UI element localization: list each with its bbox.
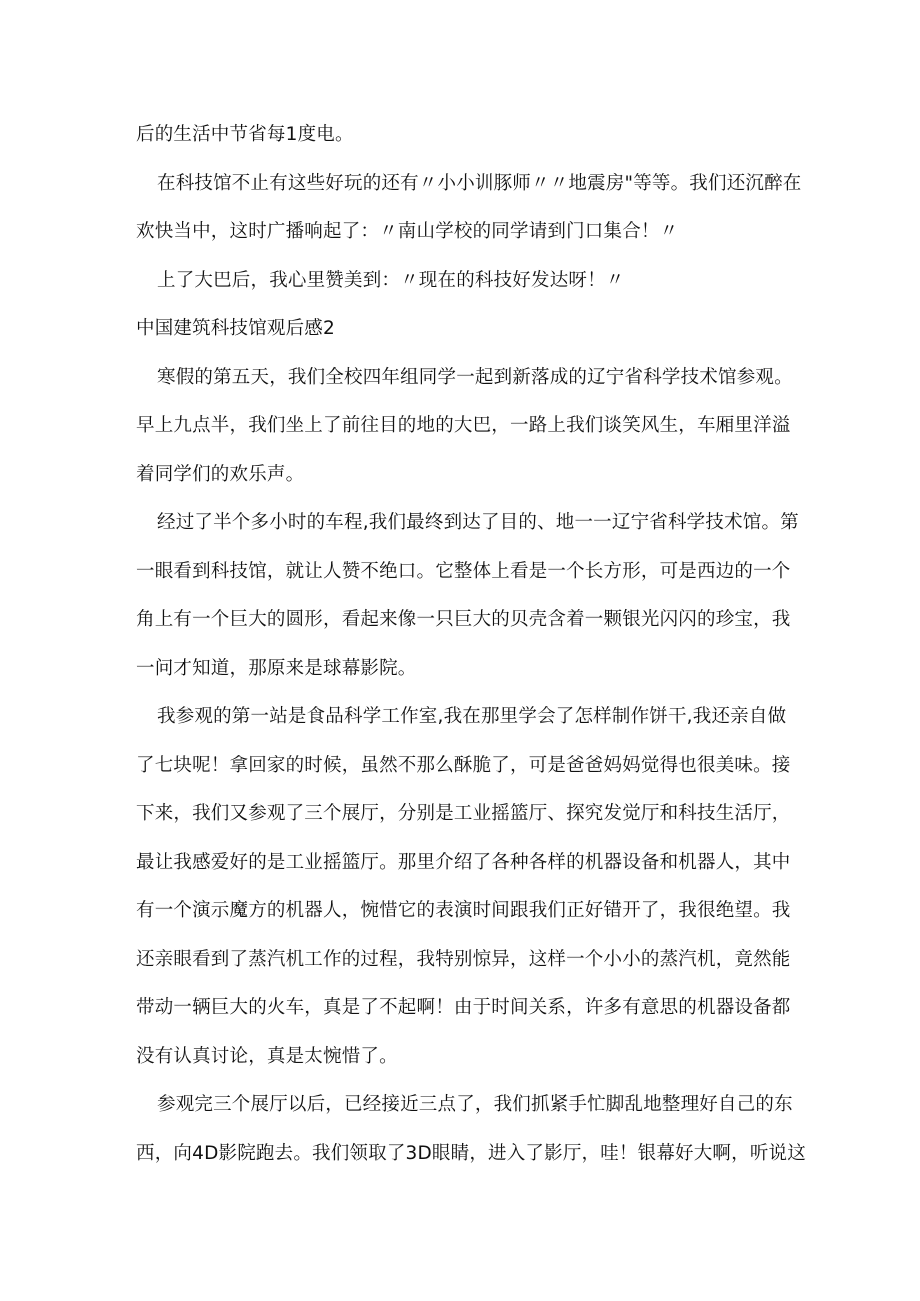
text-line: 着同学们的欢乐声。 <box>136 464 305 485</box>
text-line: 带动一辆巨大的火车，真是了不起啊！由于时间关系，许多有意思的机器设备都 <box>136 997 791 1018</box>
text-line: 西，向4D影院跑去。我们领取了3D眼睛，进入了影厅，哇！银幕好大啊，听说这 <box>136 1143 806 1164</box>
section-heading: 中国建筑科技馆观后感2 <box>136 318 335 339</box>
text-line: 经过了半个多小时的车程,我们最终到达了目的、地一一辽宁省科学技术馆。第 <box>157 512 799 533</box>
text-line: 欢快当中，这时广播响起了：〃南山学校的同学请到门口集合！〃 <box>136 221 679 242</box>
text-line: 一眼看到科技馆，就让人赞不绝口。它整体上看是一个长方形，可是西边的一个 <box>136 561 791 582</box>
text-line: 没有认真讨论，真是太惋惜了。 <box>136 1046 398 1067</box>
text-line: 在科技馆不止有这些好玩的还有〃小小训豚师〃〃地震房"等等。我们还沉醉在 <box>157 173 802 194</box>
text-line: 寒假的第五天，我们全校四年组同学一起到新落成的辽宁省科学技术馆参观。 <box>157 367 793 388</box>
text-line: 最让我感爱好的是工业摇篮厅。那里介绍了各种各样的机器设备和机器人，其中 <box>136 852 791 873</box>
text-line: 了七块呢！拿回家的时候，虽然不那么酥脆了，可是爸爸妈妈觉得也很美味。接 <box>136 755 791 776</box>
text-line: 有一个演示魔方的机器人，惋惜它的表演时间跟我们正好错开了，我很绝望。我 <box>136 900 791 921</box>
text-line: 早上九点半，我们坐上了前往目的地的大巴，一路上我们谈笑风生，车厢里洋溢 <box>136 415 791 436</box>
text-line: 后的生活中节省每1度电。 <box>136 124 354 145</box>
text-line: 参观完三个展厅以后，已经接近三点了，我们抓紧手忙脚乱地整理好自己的东 <box>157 1094 793 1115</box>
text-line: 我参观的第一站是食品科学工作室,我在那里学会了怎样制作饼干,我还亲自做 <box>157 706 787 727</box>
text-line: 角上有一个巨大的圆形，看起来像一只巨大的贝壳含着一颗银光闪闪的珍宝，我 <box>136 609 791 630</box>
text-line: 还亲眼看到了蒸汽机工作的过程，我特别惊异，这样一个小小的蒸汽机，竟然能 <box>136 949 791 970</box>
text-line: 一问才知道，那原来是球幕影院。 <box>136 658 417 679</box>
text-line: 上了大巴后，我心里赞美到：〃现在的科技好发达呀！〃 <box>157 270 625 291</box>
text-line: 下来，我们又参观了三个展厅，分别是工业摇篮厅、探究发觉厅和科技生活厅， <box>136 803 791 824</box>
